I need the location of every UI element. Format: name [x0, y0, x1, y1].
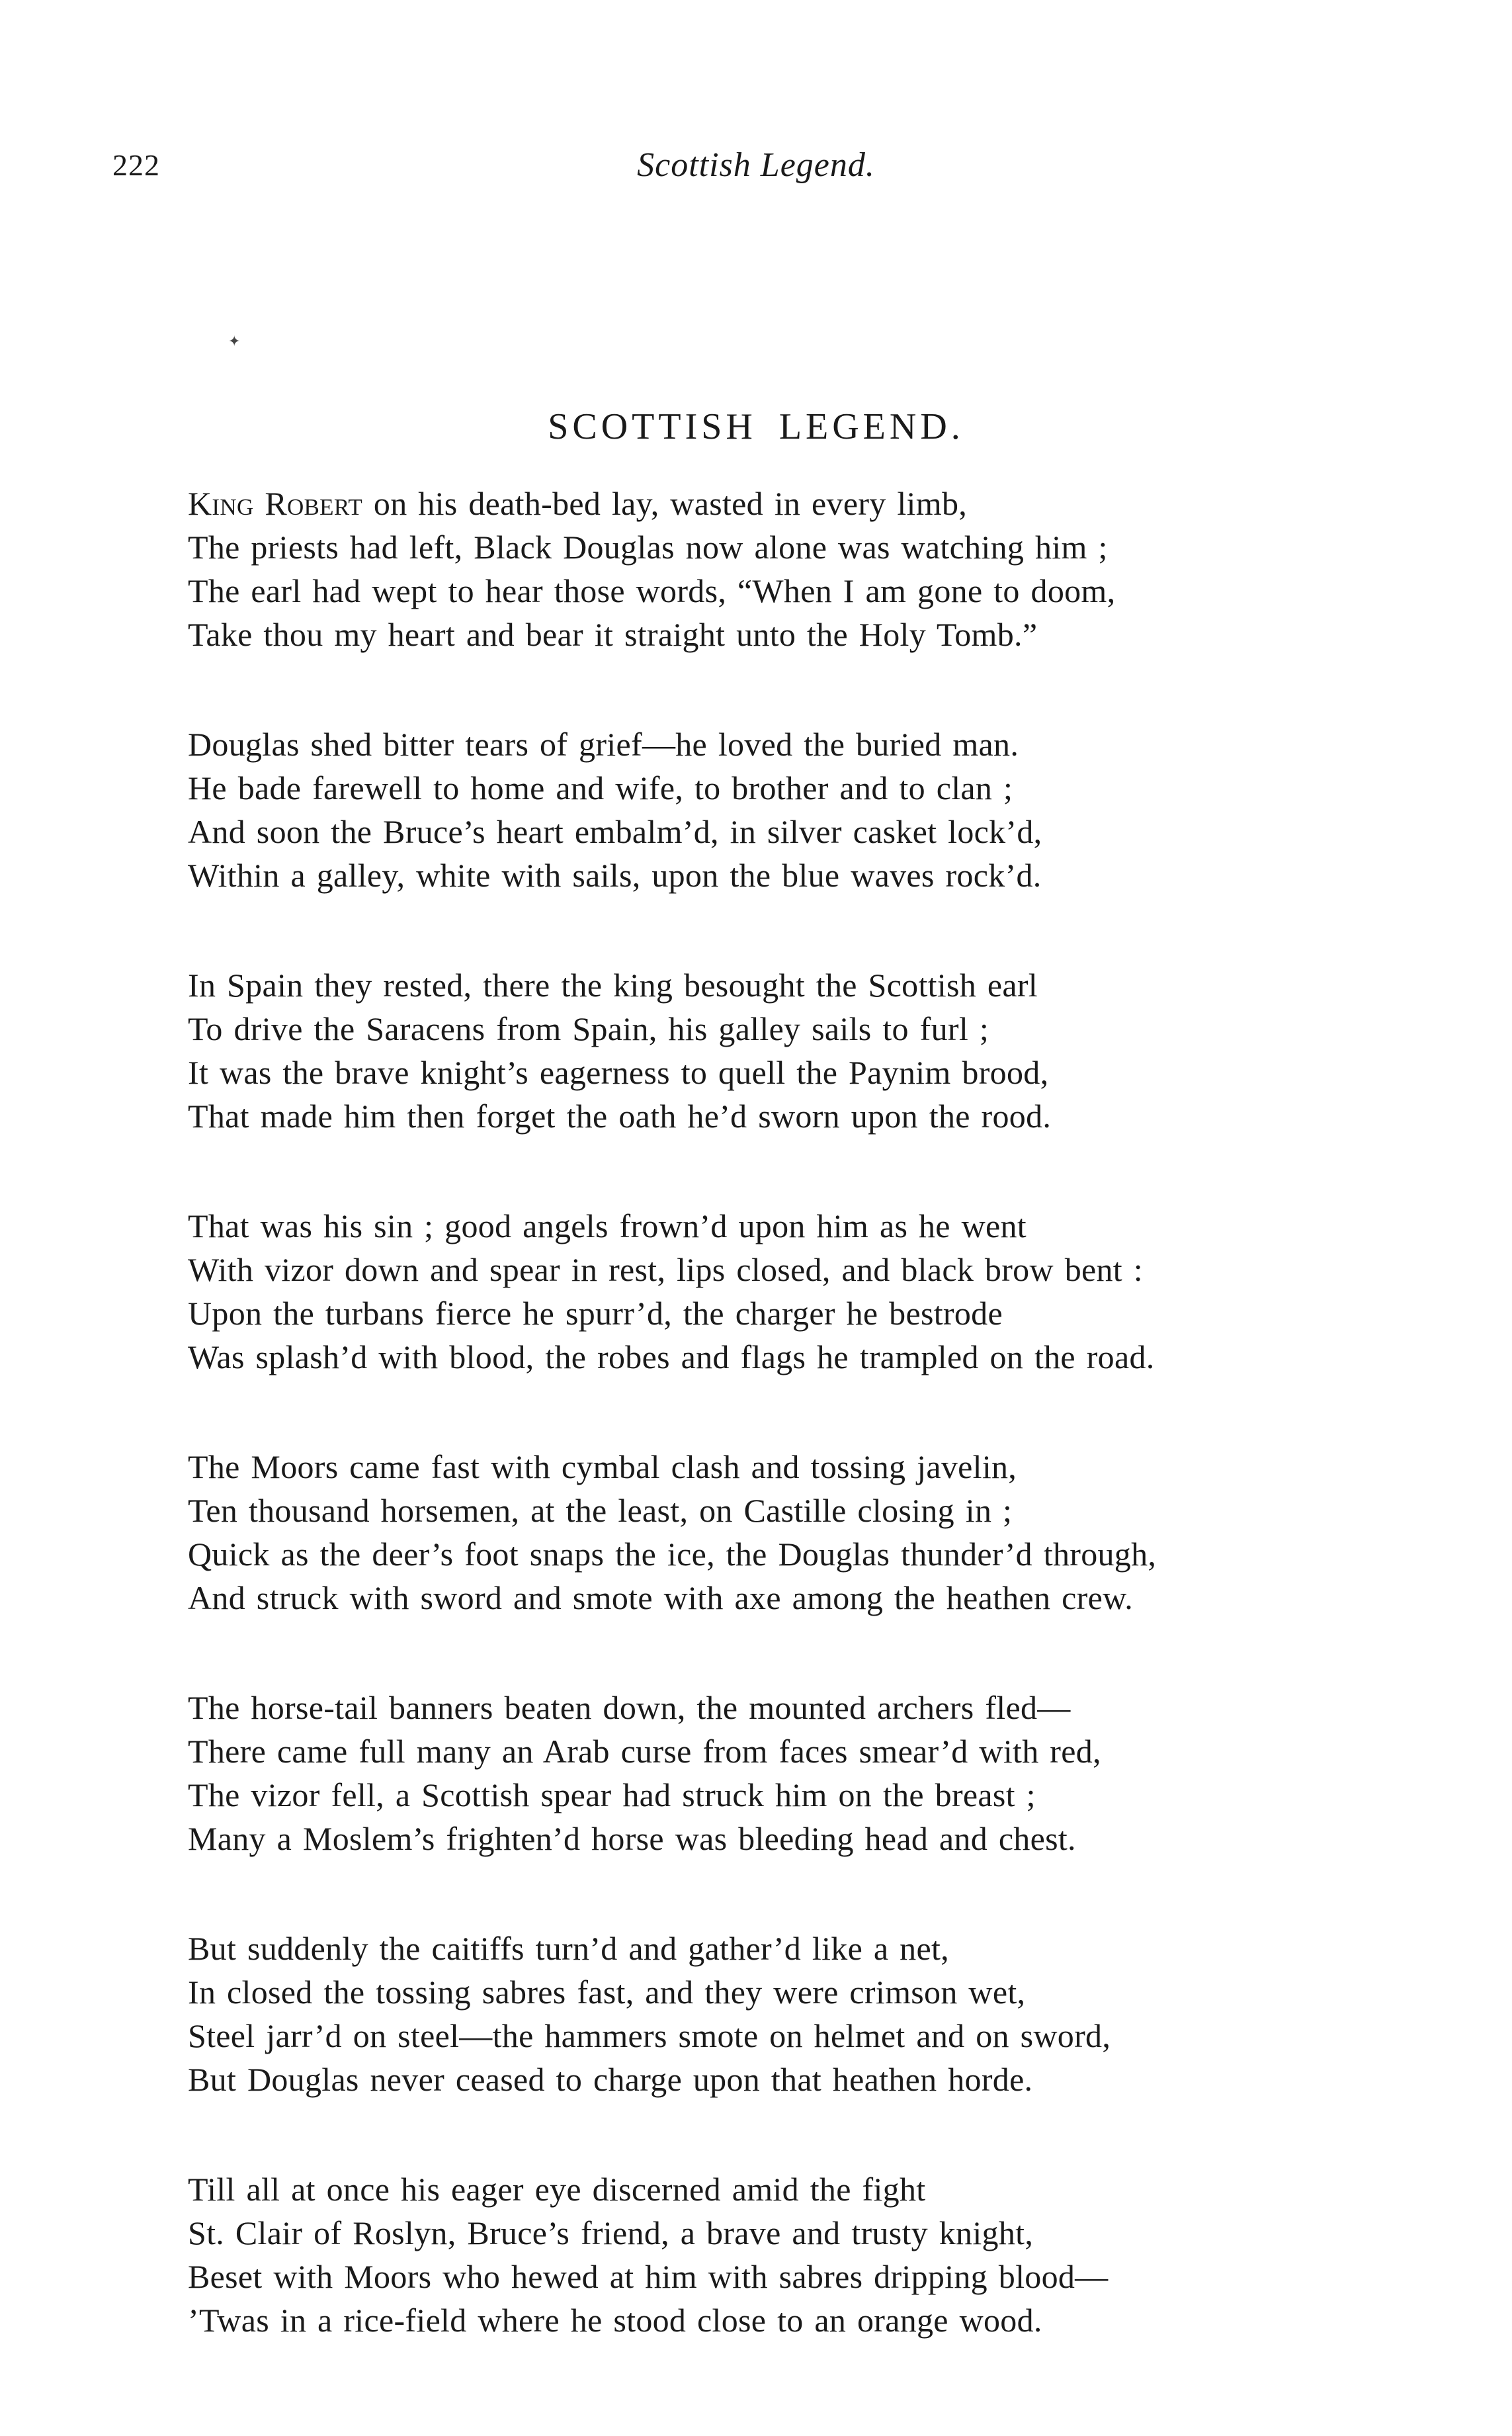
stanza-6: [188, 1686, 1378, 1860]
poem-line: The vizor fell, a Scottish spear had struck him on the breast ;: [188, 1776, 1036, 1813]
ornament-speck: ✦: [228, 333, 241, 349]
poem-line: Quick as the deer’s foot snaps the ice, the Douglas thunder’d through,: [188, 1536, 1157, 1573]
poem-line: Douglas shed bitter tears of grief—he loved the buried man.: [188, 726, 1019, 763]
poem-line: There came full many an Arab curse from faces smear’d with red,: [188, 1733, 1101, 1770]
poem-line: In closed the tossing sabres fast, and they were crimson wet,: [188, 1974, 1026, 2011]
poem-line: It was the brave knight’s eagerness to quell the Paynim brood,: [188, 1054, 1049, 1091]
poem-line: ’Twas in a rice-field where he stood close to an orange wood.: [188, 2302, 1042, 2339]
poem-line: He bade farewell to home and wife, to brother and to clan ;: [188, 769, 1013, 806]
opening-small-caps: King Robert: [188, 485, 363, 522]
poem-line: Upon the turbans fierce he spurr’d, the charger he bestrode: [188, 1295, 1003, 1332]
poem-line: Steel jarr’d on steel—the hammers smote on helmet and on sword,: [188, 2017, 1111, 2054]
poem-line: St. Clair of Roslyn, Bruce’s friend, a brave and trusty knight,: [188, 2214, 1034, 2251]
poem-line: To drive the Saracens from Spain, his galley sails to furl ;: [188, 1010, 989, 1047]
poem-title: SCOTTISH LEGEND.: [548, 406, 964, 447]
poem-line: The horse-tail banners beaten down, the mounted archers fled—: [188, 1689, 1071, 1726]
stanza-4: [188, 1204, 1378, 1379]
running-title: Scottish Legend.: [637, 146, 875, 184]
poem-line: And struck with sword and smote with axe among the heathen crew.: [188, 1579, 1134, 1616]
poem-line: That was his sin ; good angels frown’d upon him as he went: [188, 1207, 1027, 1244]
poem-line: The priests had left, Black Douglas now alone was watching him ;: [188, 529, 1108, 566]
stanza-1: [188, 482, 1378, 656]
stanza-2: [188, 722, 1378, 897]
poem-line: In Spain they rested, there the king besought the Scottish earl: [188, 967, 1038, 1004]
poem-line: Beset with Moors who hewed at him with sabres dripping blood—: [188, 2258, 1109, 2295]
poem-line: Within a galley, white with sails, upon the blue waves rock’d.: [188, 857, 1042, 894]
poem-line: But suddenly the caitiffs turn’d and gather’d like a net,: [188, 1930, 949, 1967]
poem-line: Ten thousand horsemen, at the least, on Castille closing in ;: [188, 1492, 1013, 1529]
poem-line: The Moors came fast with cymbal clash and tossing javelin,: [188, 1448, 1017, 1485]
poem-line: Take thou my heart and bear it straight unto the Holy Tomb.”: [188, 616, 1038, 653]
page-number: 222: [112, 148, 160, 182]
poem-line: [188, 482, 1378, 525]
poem-line: Was splash’d with blood, the robes and flags he trampled on the road.: [188, 1338, 1155, 1375]
poem-line: Till all at once his eager eye discerned amid the fight: [188, 2171, 926, 2208]
poem-line: The earl had wept to hear those words, “When I am gone to doom,: [188, 572, 1116, 609]
poem-line: With vizor down and spear in rest, lips closed, and black brow bent :: [188, 1251, 1143, 1288]
stanza-5: [188, 1445, 1378, 1620]
poem-line: That made him then forget the oath he’d sworn upon the rood.: [188, 1098, 1052, 1135]
running-header: [0, 142, 1512, 189]
stanza-8: [188, 2167, 1378, 2342]
stanza-7: [188, 1927, 1378, 2101]
poem-line: But Douglas never ceased to charge upon that heathen horde.: [188, 2061, 1033, 2098]
poem-line: And soon the Bruce’s heart embalm’d, in silver casket lock’d,: [188, 813, 1042, 850]
poem-line: Many a Moslem’s frighten’d horse was bleeding head and chest.: [188, 1820, 1076, 1857]
poem-line-text: on his death-bed lay, wasted in every limb,: [362, 485, 968, 522]
stanza-3: [188, 963, 1378, 1138]
poem-body: [188, 482, 1378, 2408]
